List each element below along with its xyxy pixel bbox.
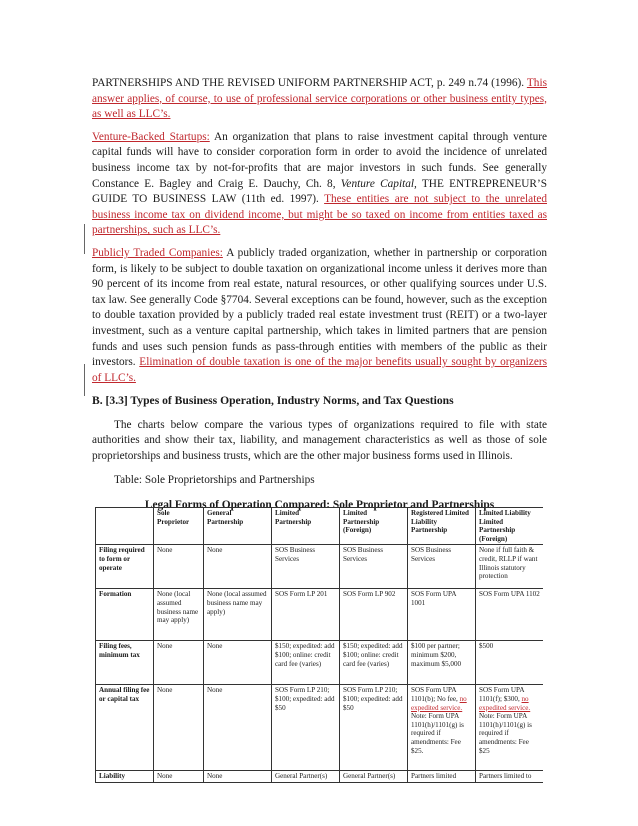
citation-line: PARTNERSHIPS AND THE REVISED UNIFORM PARTNERSHIP ACT, p. 249 n.74 (1996). xyxy=(92,77,525,89)
paragraph-intro xyxy=(92,76,547,123)
header-cell xyxy=(96,508,154,545)
red-annotation: These entities are not subject to the unrelated business income tax on dividend income, but might be so taxed on income from entities taxed as partnerships, such as LLC’s. xyxy=(92,193,547,237)
table-cell: SOS Business Services xyxy=(272,545,340,589)
table-cell: None (local assumed business name may apply) xyxy=(154,589,204,641)
table-row xyxy=(96,641,544,685)
header-cell: Limited Partnership (Foreign) xyxy=(340,508,408,545)
comparison-table-wrapper xyxy=(95,507,543,826)
publicly-traded-label: Publicly Traded Companies: xyxy=(92,246,223,259)
revision-bar xyxy=(84,364,85,396)
table-cell: None xyxy=(204,545,272,589)
row-label: Filing fees, minimum tax xyxy=(96,641,154,685)
table-cell: General Partner(s) xyxy=(272,771,340,783)
table-cell: $100 per partner; minimum $200, maximum $5,000 xyxy=(408,641,476,685)
section-body: The charts below compare the various types of organizations required to file with state authorities and show their tax, liability, and management characteristics as well as those of sole proprietorships and business trusts, which are the other major business forms used in Illinois. xyxy=(92,418,547,463)
table-row xyxy=(96,545,544,589)
table-cell: SOS Form LP 210; $100; expedited: add $50 xyxy=(340,685,408,771)
table-cell: $500 xyxy=(476,641,544,685)
table-cell: None xyxy=(154,641,204,685)
row-label: Filing required to form or operate xyxy=(96,545,154,589)
table-row xyxy=(96,685,544,771)
table-cell: $150; expedited: add $100; online: credit card fee (varies) xyxy=(340,641,408,685)
header-cell: Limited Liability Limited Partnership (Foreign) xyxy=(476,508,544,545)
header-cell: Limited Partnership xyxy=(272,508,340,545)
section-heading: B. [3.3] Types of Business Operation, Industry Norms, and Tax Questions xyxy=(92,394,454,408)
row-label: Liability xyxy=(96,771,154,783)
paragraph-venture-backed: Venture-Backed Startups: An organization that plans to raise investment capital through venture capital funds will have to consider corporation form in order to avoid the incidence of unrelated business income tax by not-for-profits that are major investors in such funds. See generally Constance E. Bagley and Craig E. Dauchy, Ch. 8, Venture Capital, THE ENTREPRENEUR’S GUIDE TO BUSINESS LAW (11th ed. 1997). These entities are not subject to the unrelated business income tax on dividend income, but might be so taxed on income from entities taxed as partnerships, such as LLC’s. xyxy=(92,130,547,239)
table-row xyxy=(96,589,544,641)
table-cell: None xyxy=(154,685,204,771)
revision-bar xyxy=(84,224,85,254)
row-label: Formation xyxy=(96,589,154,641)
header-cell: Sole Proprietor xyxy=(154,508,204,545)
table-cell: None xyxy=(204,641,272,685)
table-cell: SOS Form UPA 1101(b); No fee, no expedited service. Note: Form UPA 1101(h)/1101(g) is required if amendments: Fee $25. xyxy=(408,685,476,771)
table-cell: $150; expedited: add $100; online: credit card fee (varies) xyxy=(272,641,340,685)
table-header-row xyxy=(96,508,544,545)
table-row xyxy=(96,771,544,783)
table-caption: Table: Sole Proprietorships and Partnerships xyxy=(114,473,315,486)
table-cell: SOS Form LP 210; $100; expedited: add $50 xyxy=(272,685,340,771)
table-cell: None xyxy=(154,545,204,589)
table-cell: None if full faith & credit, RLLP if want Illinois statutory protection xyxy=(476,545,544,589)
header-cell: Registered Limited Liability Partnership xyxy=(408,508,476,545)
red-annotation: This answer applies, of course, to use of professional service corporations or other business entity types, as well as LLC’s. xyxy=(92,77,547,121)
comparison-table xyxy=(95,507,543,783)
table-cell: SOS Form UPA 1101(f); $300, no expedited service. Note: Form UPA 1101(h)/1101(g) is required if amendments: Fee $25 xyxy=(476,685,544,771)
red-annotation: no expedited service. xyxy=(479,694,531,712)
red-annotation: Elimination of double taxation is one of the major benefits usually sought by organizers of LLC’s. xyxy=(92,356,547,384)
table-cell: SOS Business Services xyxy=(340,545,408,589)
table-cell: SOS Form LP 201 xyxy=(272,589,340,641)
paragraph-publicly-traded: Publicly Traded Companies: A publicly traded organization, whether in partnership or corporation form, is likely to be subject to double taxation on organizational income unless it derives more than 90 percent of its income from real estate, natural resources, or other qualifying sources under U.S. tax law. See generally Code §7704. Several exceptions can be found, however, such as the exception to double taxation provided by a publicly traded real estate investment trust (REIT) or a two-layer investment, such as a venture capital partnership, which takes in limited partners that are pension funds and uses such pension funds as pass-through entities with members of the public as their investors. Elimination of double taxation is one of the major benefits usually sought by organizers of LLC’s. xyxy=(92,246,547,386)
table-cell: SOS Form UPA 1102 xyxy=(476,589,544,641)
venture-backed-label: Venture-Backed Startups: xyxy=(92,130,210,143)
table-cell: SOS Business Services xyxy=(408,545,476,589)
table-cell: None (local assumed business name may apply) xyxy=(204,589,272,641)
table-cell: SOS Form UPA 1001 xyxy=(408,589,476,641)
table-cell: Partners limited xyxy=(408,771,476,783)
table-cell: None xyxy=(154,771,204,783)
red-annotation: no expedited service. xyxy=(411,694,467,712)
row-label: Annual filing fee or capital tax xyxy=(96,685,154,771)
table-cell: SOS Form LP 902 xyxy=(340,589,408,641)
header-cell: General Partnership xyxy=(204,508,272,545)
table-cell: None xyxy=(204,771,272,783)
table-cell: General Partner(s) xyxy=(340,771,408,783)
document-body xyxy=(92,76,547,514)
table-title: Legal Forms of Operation Compared: Sole Proprietor and Partnerships xyxy=(144,499,495,512)
table-cell: None xyxy=(204,685,272,771)
table-cell: Partners limited to xyxy=(476,771,544,783)
